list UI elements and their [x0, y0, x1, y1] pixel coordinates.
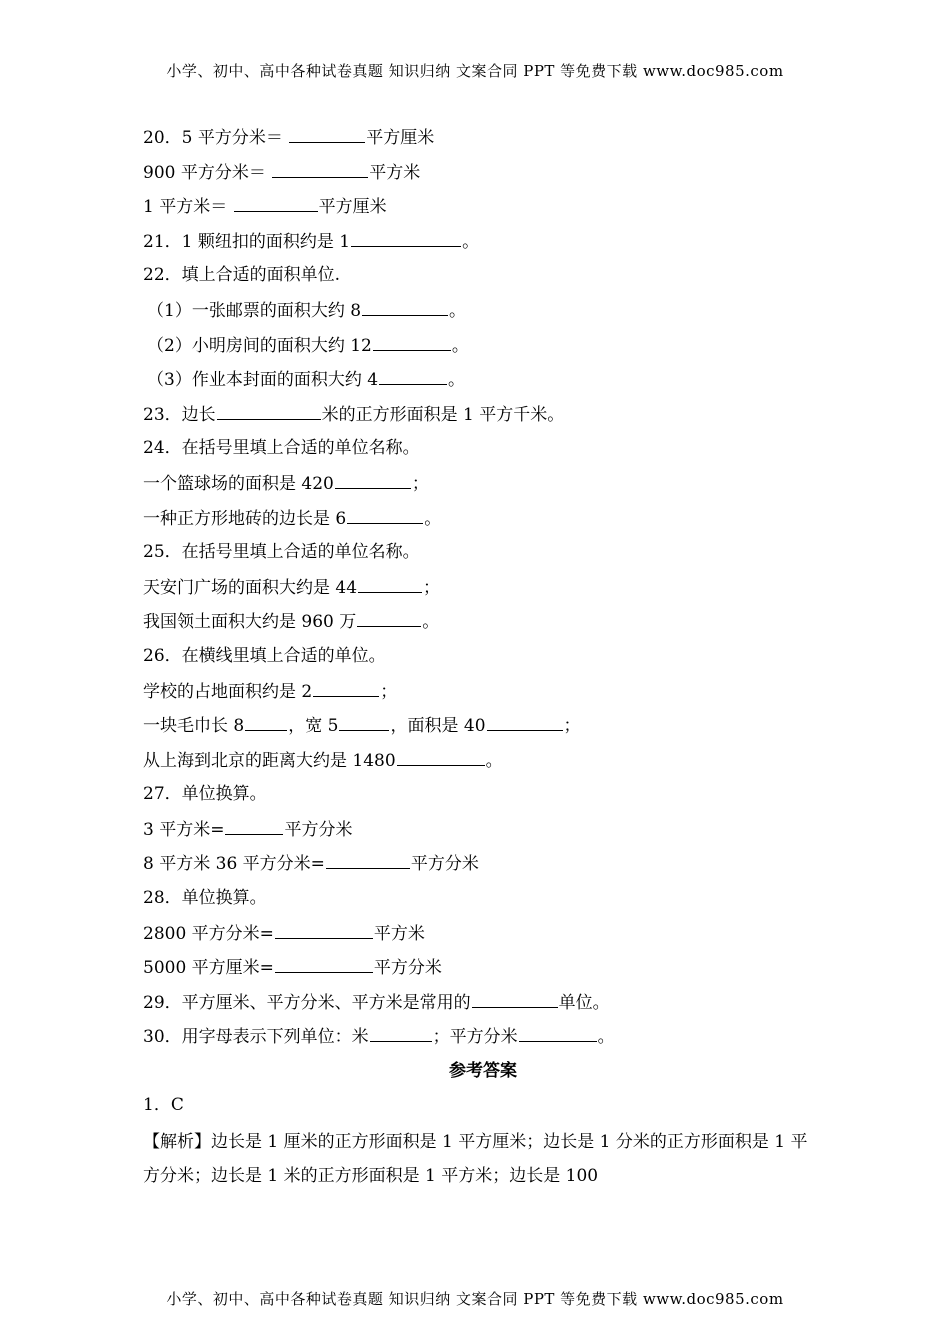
question-line: [143, 745, 823, 780]
answer-blank[interactable]: [326, 848, 410, 869]
answer-blank[interactable]: [487, 710, 563, 731]
question-line: [143, 537, 823, 572]
page-header: 小学、初中、高中各种试卷真题 知识归纳 文案合同 PPT 等免费下载 www.doc985.com: [166, 62, 784, 80]
line-text: 。: [422, 612, 440, 633]
line-text: 900 平方分米＝: [143, 162, 272, 183]
answer-blank[interactable]: [275, 918, 373, 939]
question-line: [143, 779, 823, 814]
answer-blank[interactable]: [275, 952, 373, 973]
answer-blank[interactable]: [234, 191, 318, 212]
answer-blank[interactable]: [347, 503, 423, 524]
question-line: [143, 1021, 823, 1056]
line-text: 2800 平方分米=: [143, 923, 274, 944]
line-text: （2）小明房间的面积大约 12: [147, 335, 372, 356]
line-text: 23．边长: [143, 404, 216, 425]
question-line: [143, 330, 823, 365]
answer-blank[interactable]: [339, 710, 389, 731]
answer-blank[interactable]: [272, 157, 368, 178]
line-text: （3）作业本封面的面积大约 4: [147, 370, 379, 391]
question-line: [143, 226, 823, 261]
line-text: 。: [451, 335, 469, 356]
question-list: [143, 122, 823, 1056]
line-text: 。: [462, 231, 480, 252]
answer-blank[interactable]: [351, 226, 461, 247]
line-text: 29．平方厘米、平方分米、平方米是常用的: [143, 992, 471, 1013]
question-line: [143, 191, 823, 226]
answer-blank[interactable]: [289, 122, 365, 143]
answer-blank[interactable]: [357, 606, 421, 627]
question-line: [143, 918, 823, 953]
question-line: [143, 433, 823, 468]
line-text: 天安门广场的面积大约是 44: [143, 577, 358, 598]
line-text: 20．5 平方分米＝: [143, 128, 289, 148]
line-text: 28．单位换算。: [143, 888, 267, 909]
line-text: 。: [448, 370, 466, 391]
answer-blank[interactable]: [379, 364, 447, 385]
line-text: 1 平方米＝: [143, 197, 233, 218]
line-text: 。: [449, 300, 467, 321]
question-line: [143, 503, 823, 538]
answer-blank[interactable]: [335, 468, 411, 489]
line-text: 平方米: [373, 923, 425, 944]
line-text: 从上海到北京的距离大约是 1480: [143, 750, 396, 771]
question-line: [143, 952, 823, 987]
question-line: [143, 710, 823, 745]
question-line: [143, 883, 823, 918]
line-text: 8 平方米 36 平方分米=: [143, 854, 325, 875]
question-line: [143, 364, 823, 399]
answer-blank[interactable]: [358, 572, 422, 593]
line-text: 30．用字母表示下列单位：米: [143, 1027, 369, 1048]
answer-title: 参考答案: [449, 1061, 517, 1082]
answer-blank[interactable]: [397, 745, 485, 766]
question-line: [143, 848, 823, 883]
question-line: [143, 814, 823, 849]
line-text: 22．填上合适的面积单位.: [143, 265, 341, 286]
question-line: [143, 676, 823, 711]
answer-blank[interactable]: [519, 1021, 597, 1042]
question-line: [143, 122, 823, 157]
answer-blank[interactable]: [217, 399, 321, 420]
line-text: 学校的占地面积约是 2: [143, 681, 313, 702]
line-text: 一个篮球场的面积是 420: [143, 473, 334, 494]
analysis-paragraph: 【解析】边长是 1 厘米的正方形面积是 1 平方厘米；边长是 1 分米的正方形面积是 1 平方分米；边长是 1 米的正方形面积是 1 平方米；边长是 100: [143, 1131, 808, 1186]
line-text: 25．在括号里填上合适的单位名称。: [143, 542, 420, 563]
answer-blank[interactable]: [225, 814, 283, 835]
line-text: 我国领土面积大约是 960 万: [143, 612, 357, 633]
answer-blank[interactable]: [362, 295, 448, 316]
question-line: [143, 572, 823, 607]
line-text: ；: [423, 577, 441, 598]
line-text: 一块毛巾长 8: [143, 716, 245, 737]
question-line: [143, 295, 823, 330]
line-text: 。: [485, 750, 503, 771]
line-text: 米的正方形面积是 1 平方千米。: [321, 404, 565, 425]
page-footer: 小学、初中、高中各种试卷真题 知识归纳 文案合同 PPT 等免费下载 www.doc985.com: [166, 1290, 784, 1308]
line-text: 24．在括号里填上合适的单位名称。: [143, 438, 420, 459]
line-text: 21．1 颗纽扣的面积约是 1: [143, 231, 351, 252]
question-line: [143, 606, 823, 641]
answer-1: 1．C: [143, 1095, 184, 1116]
answer-blank[interactable]: [472, 987, 558, 1008]
question-line: [143, 399, 823, 434]
line-text: 平方厘米: [366, 128, 435, 148]
answer-blank[interactable]: [370, 1021, 432, 1042]
line-text: 平方厘米: [318, 197, 387, 218]
line-text: 。: [424, 508, 442, 529]
question-line: [143, 641, 823, 676]
question-line: [143, 468, 823, 503]
line-text: 平方分米: [284, 819, 353, 840]
line-text: ；: [411, 473, 429, 494]
question-line: [143, 260, 823, 295]
line-text: 26．在横线里填上合适的单位。: [143, 645, 386, 666]
line-text: 27．单位换算。: [143, 784, 267, 805]
line-text: 3 平方米=: [143, 819, 225, 840]
line-text: 一种正方形地砖的边长是 6: [143, 508, 347, 529]
answer-blank[interactable]: [373, 330, 451, 351]
line-text: ；平方分米: [432, 1027, 518, 1048]
question-line: [143, 157, 823, 192]
line-text: ，面积是 40: [390, 716, 486, 737]
line-text: ；: [563, 716, 581, 737]
line-text: ，宽 5: [288, 716, 339, 737]
line-text: ；: [380, 681, 398, 702]
line-text: 平方分米: [373, 958, 442, 979]
line-text: 平方米: [369, 162, 421, 183]
line-text: 。: [597, 1027, 615, 1048]
question-line: [143, 987, 823, 1022]
line-text: 平方分米: [410, 854, 479, 875]
answer-blank[interactable]: [313, 676, 379, 697]
line-text: 5000 平方厘米=: [143, 958, 274, 979]
answer-blank[interactable]: [245, 710, 287, 731]
line-text: （1）一张邮票的面积大约 8: [147, 300, 362, 321]
line-text: 单位。: [558, 992, 610, 1013]
document-body: [143, 122, 823, 1193]
